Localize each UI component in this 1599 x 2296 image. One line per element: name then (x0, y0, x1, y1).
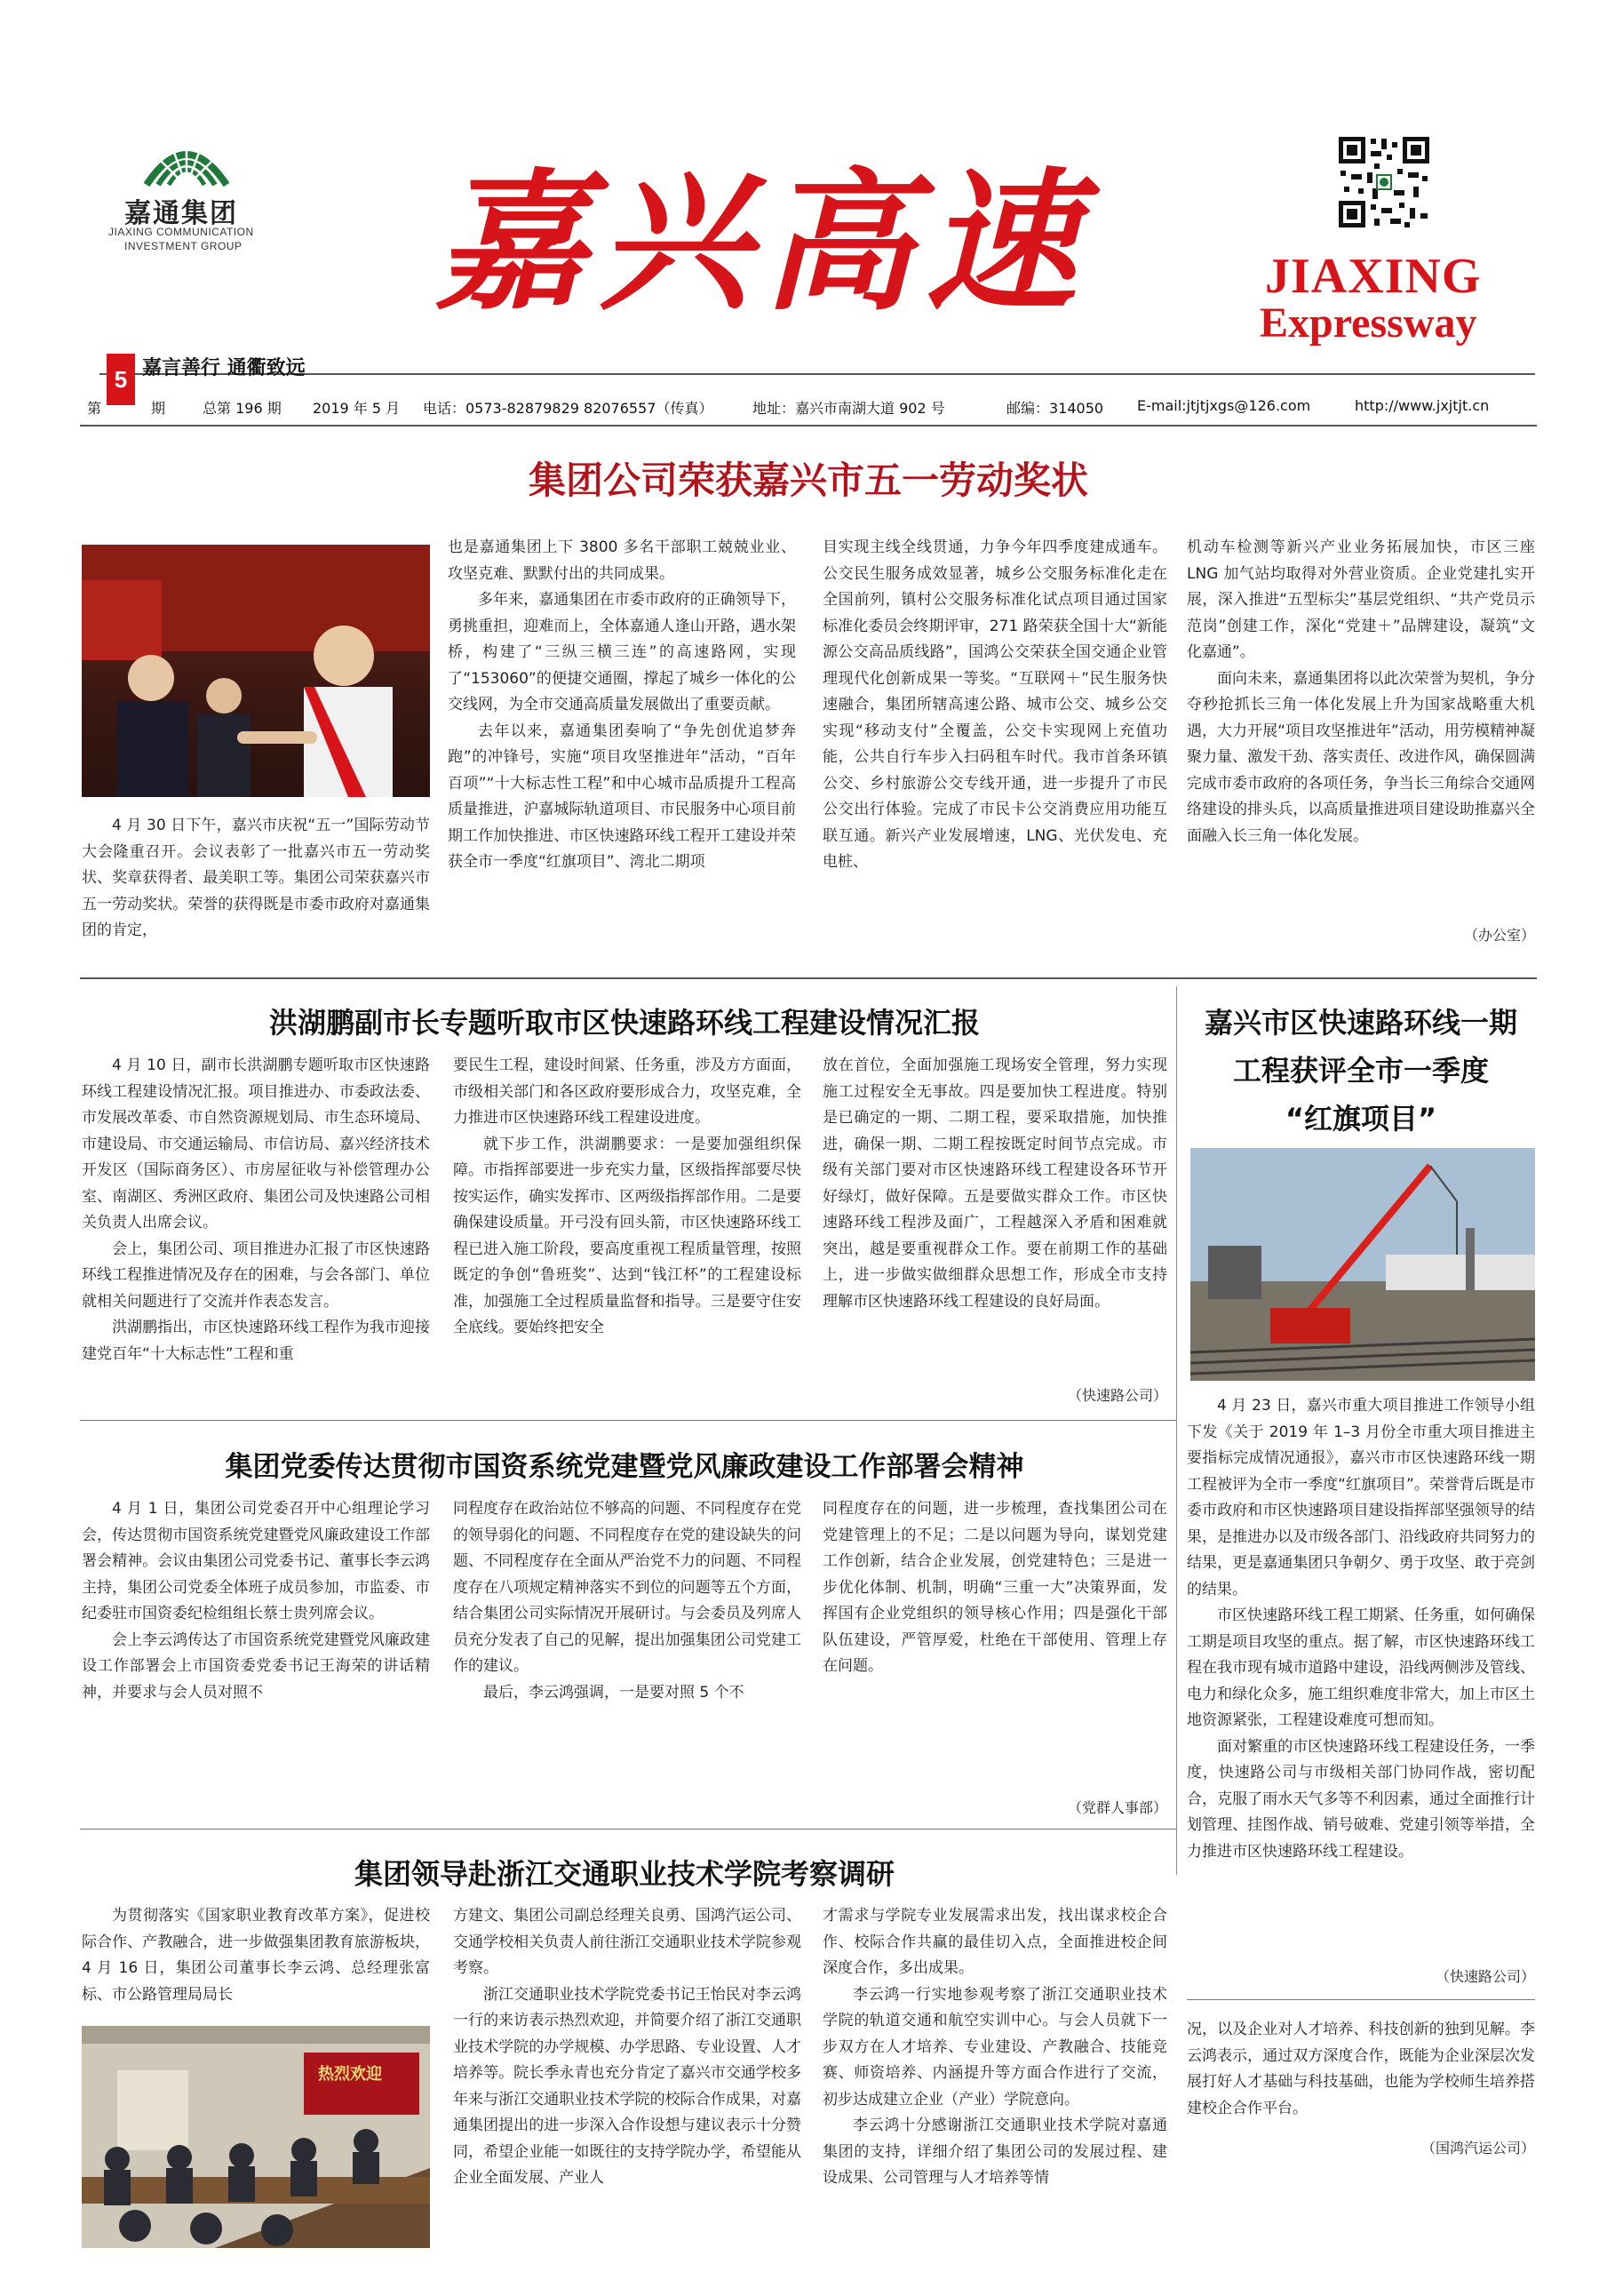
a1-col2-p1: 也是嘉通集团上下 3800 多名干部职工兢兢业业、攻坚克难、默默付出的共同成果。 (448, 538, 796, 583)
issue-date: 2019 年 5 月 (313, 400, 401, 417)
motto-underline (99, 373, 1535, 375)
issue-prefix: 第 (87, 400, 102, 417)
meeting-room-illustration (82, 2026, 430, 2248)
a4-col3 (823, 1496, 1167, 1790)
a2-col1-p3: 洪湖鹏指出，市区快速路环线工程作为我市迎接建党百年“十大标志性”工程和重 (82, 1319, 430, 1363)
qr-code-icon (1335, 133, 1433, 231)
a2-col1-p2: 会上，集团公司、项目推进办汇报了市区快速路环线工程推进情况及存在的困难，与会各部门、单位就相关问题进行了交流并作表态发言。 (82, 1240, 430, 1311)
email-info: E-mail:jtjtjxgs@126.com (1137, 397, 1311, 414)
issue-number: 5 (114, 366, 128, 393)
logo-cn: 嘉通集团 (124, 198, 238, 229)
infobar-rule (80, 425, 1537, 427)
a4-col1-p2: 会上李云鸿传达了市国资系统党建暨党风廉政建设工作部署会上市国资委党委书记王海荣的讲话精神，并要求与会人员对照不 (82, 1630, 430, 1702)
masthead-en-line2: Expressway (1260, 299, 1477, 347)
a3-headline-line2: 工程获评全市一季度 (1232, 1054, 1489, 1088)
a3-construction-photo (1190, 1148, 1535, 1381)
a5-welcome-banner: 热烈欢迎 (318, 2065, 382, 2084)
postcode-info: 邮编：314050 (1006, 400, 1104, 417)
issue-number-box (107, 354, 135, 405)
a5-col1 (82, 1903, 430, 2014)
a3-p3: 面对繁重的市区快速路环线工程建设任务，一季度，快速路公司与市级相关部门协同作战，密切配合，克服了雨水天气多等不利因素，通过全面推行计划管理、挂图作战、销号破难、党建引领等举措，全力推进市区快速路环线工程建设。 (1187, 1737, 1535, 1861)
a5-col3-p1: 才需求与学院专业发展需求出发，找出谋求校企合作、校际合作共赢的最佳切入点，全面推进校企间深度合作，多出成果。 (823, 1907, 1167, 1977)
issue-suffix: 期 (151, 400, 166, 417)
a4-headline: 集团党委传达贯彻市国资系统党建暨党风廉政建设工作部署会精神 (225, 1451, 1024, 1483)
a1-col2-p2: 多年来，嘉通集团在市委市政府的正确领导下，勇挑重担，迎难而上，全体嘉通人逢山开路，遇水架桥，构建了“三纵三横三连”的高速路网，实现了“153060”的便捷交通圈，撑起了城乡一体化的公交线网，为全市交通高质量发展做出了重要贡献。 (448, 591, 796, 714)
a4-col1-p1: 4 月 1 日，集团公司党委召开中心组理论学习会，传达贯彻市国资系统党建暨党风廉政建设工作部署会精神。会议由集团公司党委书记、董事长李云鸿主持，集团公司党委全体班子成员参加，市监委、市纪委驻市国资委纪检组组长蔡士贵列席会议。 (82, 1500, 430, 1622)
a3-source: （快速路公司） (1435, 1968, 1535, 1985)
a2-col2-p1: 要民生工程，建设时间紧、任务重，涉及方方面面，市级相关部门和各区政府要形成合力，攻坚克难，全力推进市区快速路环线工程建设进度。 (453, 1056, 801, 1127)
a4-col3-p1: 同程度存在的问题，进一步梳理，查找集团公司在党建管理上的不足；二是以问题为导向，谋划党建工作创新，结合企业发展，创党建特色；三是进一步优化体制、机制，明确“三重一大”决策界面，发挥国有企业党组织的领导核心作用；四是强化干部队伍建设，严管厚爱，杜绝在干部使用、管理上存在问题。 (823, 1500, 1167, 1675)
phone-info: 电话：0573-82879829 82076557（传真） (423, 400, 713, 417)
a5-col3-p2: 李云鸿一行实地参观考察了浙江交通职业技术学院的轨道交通和航空实训中心。与会人员就下一步双方在人才培养、专业建设、产教融合、技能竞赛、师资培养、内涵提升等方面合作进行了交流，初步达成建立企业（产业）学院意向。 (823, 1985, 1167, 2109)
award-ceremony-illustration (82, 545, 430, 797)
qr-code (1335, 133, 1433, 231)
a5-col2-p1: 方建文、集团公司副总经理关良勇、国鸿汽运公司、交通学校相关负责人前往浙江交通职业技术学院参观考察。 (453, 1907, 801, 1977)
a2-headline: 洪湖鹏副市长专题听取市区快速路环线工程建设情况汇报 (268, 1006, 980, 1040)
a1-caption-text: 4 月 30 日下午，嘉兴市庆祝“五一”国际劳动节大会隆重召开。会议表彰了一批嘉兴市五一劳动奖状、奖章获得者、最美职工等。集团公司荣获嘉兴市五一劳动奖状。荣誉的获得既是市委市政府对嘉通集团的肯定， (82, 817, 430, 939)
a1-col2-p3: 去年以来，嘉通集团奏响了“争先创优追梦奔跑”的冲锋号，实施“项目攻坚推进年”活动，“百年百项”“十大标志性工程”和中心城市品质提升工程高质量推进，沪嘉城际轨道项目、市民服务中心项目前期工作加快推进、市区快速路环线工程开工建设并荣获全市一季度“红旗项目”、湾北二期项 (448, 721, 796, 871)
motto: 嘉言善行 通衢致远 (142, 357, 306, 379)
a2-col2 (453, 1053, 801, 1426)
a4-col2 (453, 1496, 801, 1830)
a1-source: （办公室） (1463, 927, 1535, 944)
a5-col2 (453, 1903, 801, 2276)
a1-col4-p1: 机动车检测等新兴产业业务拓展加快，市区三座 LNG 加气站均取得对外营业资质。企业党建扎实开展，深入推进“五型标尖”基层党组织、“共产党员示范岗”创建工作，深化“党建＋”品牌建设，凝筑“文化嘉通”。 (1187, 538, 1535, 661)
a2-col3-p1: 放在首位，全面加强施工现场安全管理，努力实现施工过程安全无事故。四是要加快工程进度。特别是已确定的一期、二期工程，要采取措施，加快推进，确保一期、二期工程按既定时间节点完成。市级有关部门要对市区快速路环线工程建设各环节开好绿灯，做好保障。五是要做实群众工作。市区快速路环线工程涉及面广，工程越深入矛盾和困难就突出，越是要重视群众工作。要在前期工作的基础上，进一步做实做细群众思想工作，形成全市支持理解市区快速路环线工程建设的良好局面。 (823, 1056, 1167, 1311)
a5-col3-p3: 李云鸿十分感谢浙江交通职业技术学院对嘉通集团的支持，详细介绍了集团公司的发展过程、建设成果、公司管理与人才培养等情 (823, 2117, 1167, 2187)
section-rule-1 (80, 977, 1537, 979)
a5-source: （国鸿汽运公司） (1420, 2140, 1535, 2156)
total-issue: 总第 196 期 (203, 400, 282, 417)
masthead-en-line1: JIAXING (1265, 249, 1482, 304)
section-rule-2 (80, 1420, 1176, 1421)
logo-fan-icon (142, 133, 231, 187)
right-column-rule (1176, 986, 1177, 1875)
masthead-title: 嘉兴高速 (435, 154, 1090, 331)
group-logo (142, 133, 231, 187)
a2-col3 (823, 1053, 1167, 1382)
a3-p1: 4 月 23 日，嘉兴市重大项目推进工作领导小组下发《关于 2019 年 1–3 月份全市重大项目推进主要指标完成情况通报》，嘉兴市市区快速路环线一期工程被评为全市一季度“红旗项目”。荣誉背后既是市委市政府和市区快速路项目建设指挥部坚强领导的结果，是推进办以及市级各部门、沿线政府共同努力的结果，更是嘉通集团只争朝夕、勇于攻坚、敢于亮剑的结果。 (1187, 1397, 1535, 1598)
a3-body (1187, 1393, 1535, 1962)
a4-col2-p1: 同程度存在政治站位不够高的问题、不同程度存在党的领导弱化的问题、不同程度存在党的建设缺失的问题、不同程度存在全面从严治党不力的问题、不同程度存在八项规定精神落实不到位的问题等五个方面，结合集团公司实际情况开展研讨。与会委员及列席人员充分发表了自己的见解，提出加强集团公司党建工作的建议。 (453, 1500, 801, 1675)
a5-col2-p2: 浙江交通职业技术学院党委书记王怡民对李云鸿一行的来访表示热烈欢迎，并简要介绍了浙江交通职业技术学院的办学规模、办学思路、专业设置、人才培养等。院长季永青也充分肯定了嘉兴市交通学校多年来与浙江交通职业技术学院的校际合作成果，对嘉通集团提出的进一步深入合作设想与建议表示十分赞同，希望企业能一如既往的支持学院办学，希望能从企业全面发展、产业人 (453, 1985, 801, 2187)
a4-source: （党群人事部） (1067, 1799, 1167, 1816)
a5-headline: 集团领导赴浙江交通职业技术学院考察调研 (354, 1857, 895, 1891)
a5-col1-p1: 为贯彻落实《国家职业教育改革方案》，促进校际合作、产教融合，进一步做强集团教育旅游板块，4 月 16 日，集团公司董事长李云鸿、总经理张富标、市公路管理局局长 (82, 1907, 430, 2004)
a2-col1-p1: 4 月 10 日，副市长洪湖鹏专题听取市区快速路环线工程建设情况汇报。项目推进办、市委政法委、市发展改革委、市自然资源规划局、市生态环境局、市建设局、市交通运输局、市信访局、嘉兴经济技术开发区（国际商务区）、市房屋征收与补偿管理办公室、南湖区、秀洲区政府、集团公司及快速路公司相关负责人出席会议。 (82, 1056, 430, 1232)
a1-col4 (1187, 535, 1535, 926)
a2-col2-p2: 就下步工作，洪湖鹏要求：一是要加强组织保障。市指挥部要进一步充实力量，区级指挥部要尽快按实运作，确实发挥市、区两级指挥部作用。二是要确保建设质量。开弓没有回头箭，市区快速路环线工程已进入施工阶段，要高度重视工程质量管理，按照既定的争创“鲁班奖”、达到“钱江杯”的工程建设标准，加强施工全过程质量监督和指导。三是要守住安全底线。要始终把安全 (453, 1135, 801, 1336)
a3-headline-line1: 嘉兴市区快速路环线一期 (1204, 1006, 1517, 1040)
a1-col3-p1: 目实现主线全线贯通，力争今年四季度建成通车。公交民生服务成效显著，城乡公交服务标准化走在全国前列，镇村公交服务标准化试点项目通过国家标准化委员会终期评审，271 路荣获全国十大“新能源公交高品质线路”，国鸿公交荣获全国交通企业管理现代化创新成果一等奖。“互联网＋”民生服务快速融合，集团所辖高速公路、城市公交、城乡公交实现“移动支付”全覆盖，公交卡实现网上充值功能，公共自行车步入扫码租车时代。我市首条环镇公交、乡村旅游公交专线开通，进一步提升了市民公交出行体验。完成了市民卡公交消费应用功能互联互通。新兴产业发展增速，LNG、光伏发电、充电桩、 (823, 538, 1167, 871)
a3-headline-line3: “红旗项目” (1285, 1102, 1437, 1136)
a1-col2 (448, 535, 796, 953)
a1-headline: 集团公司荣获嘉兴市五一劳动奖状 (528, 458, 1088, 502)
logo-en-line1: JIAXING COMMUNICATION (108, 226, 254, 238)
a1-caption (82, 813, 430, 973)
a1-col3 (823, 535, 1167, 953)
a4-col1 (82, 1496, 430, 1830)
address-info: 地址：嘉兴市南湖大道 902 号 (752, 400, 945, 417)
a3-p2: 市区快速路环线工程工期紧、任务重，如何确保工期是项目攻坚的重点。据了解，市区快速路环线工程在我市现有城市道路中建设，沿线两侧涉及管线、电力和绿化众多，施工组织难度非常大，加上市区土地资源紧张，工程建设难度可想而知。 (1187, 1606, 1535, 1729)
a1-col4-p2: 面向未来，嘉通集团将以此次荣誉为契机，争分夺秒抢抓长三角一体化发展上升为国家战略重大机遇，大力开展“项目攻坚推进年”活动，用劳模精神凝聚力量、激发干劲、落实责任、改进作风，确保圆满完成市委市政府的各项任务，争当长三角综合交通网络建设的排头兵，以高质量推进项目建设助推嘉兴全面融入长三角一体化发展。 (1187, 669, 1535, 845)
a2-col1 (82, 1053, 430, 1426)
logo-en-line2: INVESTMENT GROUP (124, 240, 243, 252)
a5-col3 (823, 1903, 1167, 2276)
a5-meeting-photo (82, 2026, 430, 2248)
construction-site-illustration (1190, 1148, 1535, 1381)
section-rule-3 (80, 1829, 1176, 1830)
a5-col4-p1: 况，以及企业对人才培养、科技创新的独到见解。李云鸿表示，通过双方深度合作，既能为企业深层次发展打好人才基础与科技基础，也能为学校师生培养搭建校企合作平台。 (1187, 2021, 1535, 2117)
website-info: http://www.jxjtjt.cn (1355, 397, 1490, 414)
a4-col2-p2: 最后，李云鸿强调，一是要对照 5 个不 (483, 1683, 744, 1702)
a5-col4 (1187, 2017, 1535, 2133)
a2-source: （快速路公司） (1067, 1387, 1167, 1404)
section-rule-4 (1187, 1999, 1535, 2000)
a1-award-photo (82, 545, 430, 797)
